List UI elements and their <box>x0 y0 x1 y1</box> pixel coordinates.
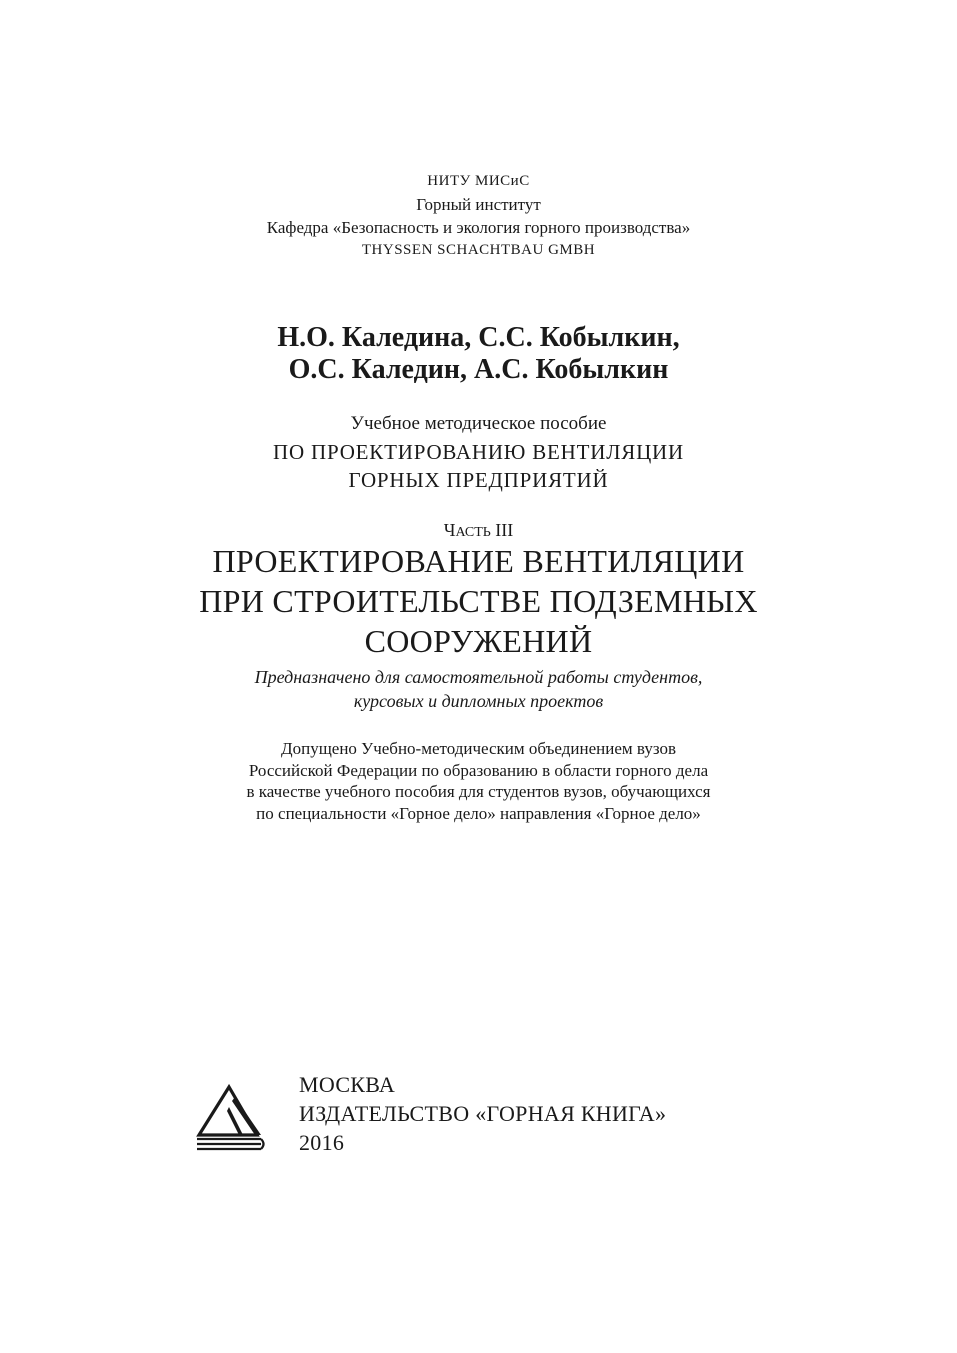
department-name: Кафедра «Безопасность и экология горного производства» <box>266 218 691 237</box>
part-label-rest: АСТЬ <box>455 525 491 540</box>
purpose-line-2: курсовых и дипломных проектов <box>353 691 604 711</box>
purpose-line-1: Предназначено для самостоятельной работы студентов, <box>254 667 703 687</box>
publisher-name: ИЗДАТЕЛЬСТВО «ГОРНАЯ КНИГА» <box>299 1101 667 1126</box>
publication-year: 2016 <box>299 1130 345 1155</box>
partner-name: THYSSEN SCHACHTBAU GMBH <box>361 242 596 258</box>
part-label-initial: Ч <box>443 520 456 540</box>
approval-line-3: в качестве учебного пособия для студентов вузов, обучающихся <box>246 782 711 801</box>
approval-line-4: по специальности «Горное дело» направления «Горное дело» <box>256 803 701 823</box>
institution-block <box>0 170 957 262</box>
title-line-2: ПРИ СТРОИТЕЛЬСТВЕ ПОДЗЕМНЫХ <box>199 583 758 619</box>
institute-name: Горный институт <box>416 195 541 214</box>
manual-subject-line-1: ПО ПРОЕКТИРОВАНИЮ ВЕНТИЛЯЦИИ <box>273 440 684 464</box>
title-line-3: СООРУЖЕНИЙ <box>364 623 593 659</box>
authors-block <box>0 322 957 386</box>
approval-line-2: Российской Федерации по образованию в области горного дела <box>248 760 709 780</box>
book-title <box>0 541 957 661</box>
publisher-mountain-book-icon <box>195 1083 267 1153</box>
publisher-city: МОСКВА <box>299 1072 396 1097</box>
part-number: III <box>495 520 514 540</box>
manual-subject-line-2: ГОРНЫХ ПРЕДПРИЯТИЙ <box>348 468 609 492</box>
purpose-block <box>0 665 957 713</box>
title-line-1: ПРОЕКТИРОВАНИЕ ВЕНТИЛЯЦИИ <box>212 543 745 579</box>
manual-block <box>0 410 957 494</box>
authors-line-1: Н.О. Каледина, С.С. Кобылкин, <box>277 322 680 353</box>
publisher-block <box>299 1070 666 1157</box>
authors-line-2: О.С. Каледин, А.С. Кобылкин <box>288 354 669 385</box>
manual-type: Учебное методическое пособие <box>350 413 607 434</box>
approval-line-1: Допущено Учебно-методическим объединением вузов <box>281 739 676 758</box>
university-name: НИТУ МИСиС <box>427 173 530 189</box>
approval-block <box>0 738 957 824</box>
